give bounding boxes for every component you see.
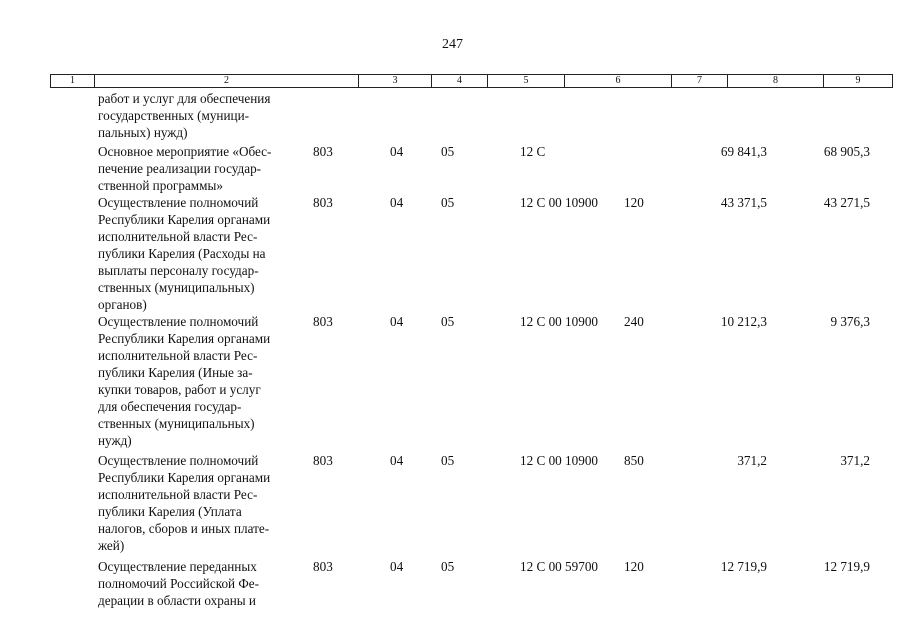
- table-header-row: [50, 74, 893, 88]
- cell-amount-1: 371,2: [737, 453, 767, 468]
- cell-amount-2: 43 271,5: [823, 195, 870, 210]
- cell-target-article: 12 С 00 59700: [520, 559, 599, 574]
- cell-amount-2: 9 376,3: [830, 314, 870, 329]
- column-header-7: 7: [672, 75, 728, 87]
- cell-ministry-code: 803: [313, 453, 333, 468]
- cell-section: 04: [390, 453, 404, 468]
- cell-amount-2: 68 905,3: [823, 144, 870, 159]
- cell-amount-2: 12 719,9: [823, 559, 870, 574]
- cell-ministry-code: 803: [313, 559, 333, 574]
- cell-amount-2: 371,2: [840, 453, 870, 468]
- column-header-9: 9: [855, 75, 861, 86]
- row-description: Основное мероприятие «Обес- печение реализации государ- ственной программы»: [98, 144, 272, 193]
- cell-expense-type: 850: [624, 453, 644, 468]
- cell-amount-1: 10 212,3: [720, 314, 767, 329]
- row-description: Осуществление переданных полномочий Российской Фе- дерации в области охраны и: [98, 559, 260, 608]
- cell-subsection: 05: [441, 195, 455, 210]
- cell-ministry-code: 803: [313, 314, 333, 329]
- row-description: Осуществление полномочий Республики Карелия органами исполнительной власти Рес- публики Карелия (Иные за- купки товаров, работ и услуг для обеспечения государ- ственных (муниципальных) нужд): [98, 314, 271, 448]
- row-description: Осуществление полномочий Республики Карелия органами исполнительной власти Рес- публики Карелия (Уплата налогов, сборов и иных плате- жей): [98, 453, 271, 553]
- cell-amount-1: 12 719,9: [720, 559, 767, 574]
- column-header-2: 2: [95, 75, 359, 87]
- cell-amount-1: 43 371,5: [720, 195, 767, 210]
- row-description: работ и услуг для обеспечения государственных (муници- пальных) нужд): [98, 91, 271, 140]
- cell-section: 04: [390, 559, 404, 574]
- cell-section: 04: [390, 144, 404, 159]
- cell-target-article: 12 С 00 10900: [520, 195, 599, 210]
- cell-target-article: 12 С 00 10900: [520, 453, 599, 468]
- cell-expense-type: 240: [624, 314, 644, 329]
- cell-section: 04: [390, 195, 404, 210]
- cell-subsection: 05: [441, 314, 455, 329]
- cell-target-article: 12 С: [520, 144, 546, 159]
- cell-expense-type: 120: [624, 195, 644, 210]
- column-header-8: 8: [728, 75, 824, 87]
- cell-subsection: 05: [441, 559, 455, 574]
- cell-amount-1: 69 841,3: [720, 144, 767, 159]
- column-header-4: 4: [432, 75, 488, 87]
- page-number: 247: [442, 37, 463, 52]
- cell-ministry-code: 803: [313, 195, 333, 210]
- cell-subsection: 05: [441, 144, 455, 159]
- column-header-5: 5: [488, 75, 565, 87]
- column-header-3: 3: [359, 75, 432, 87]
- column-header-6: 6: [565, 75, 672, 87]
- cell-subsection: 05: [441, 453, 455, 468]
- cell-target-article: 12 С 00 10900: [520, 314, 599, 329]
- cell-ministry-code: 803: [313, 144, 333, 159]
- column-header-1: 1: [51, 75, 95, 87]
- cell-section: 04: [390, 314, 404, 329]
- row-description: Осуществление полномочий Республики Карелия органами исполнительной власти Рес- публики Карелия (Расходы на выплаты персоналу государ- ственных (муниципальных) органов): [98, 195, 271, 312]
- cell-expense-type: 120: [624, 559, 644, 574]
